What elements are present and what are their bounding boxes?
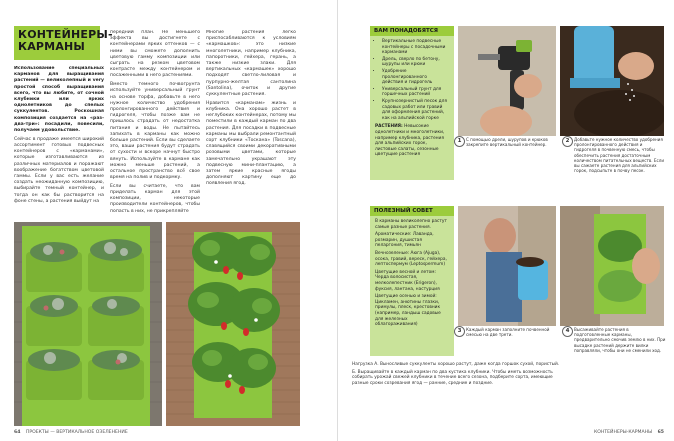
materials-list	[370, 36, 454, 161]
left-footer	[14, 430, 128, 435]
bottom-notes	[352, 362, 562, 386]
page-number-right: 65	[657, 430, 664, 435]
tip-aromatic: Ароматические: Лаванда, розмарин, душистая пеларгония, тимьян	[375, 232, 434, 249]
tip-evergreen: Вечнозеленые: Аюга (Ajuga), осока, гравий, вереск, гейхера, лептоспермум (Leptospermum)	[375, 250, 447, 268]
materials-item: • Крупнозернистый песок для садовых работ или гравий для оформления растений, как на альпийской горке	[382, 99, 449, 121]
note-a: Нагрузка А. Выносливые суккуленты хорошо растут, даже когда горшок сухой, пористый.	[352, 362, 560, 367]
page-title	[18, 28, 113, 53]
photo-step-2	[560, 26, 664, 136]
photo-step-1	[458, 26, 556, 136]
text-column-2	[110, 30, 200, 220]
text-column-3	[206, 30, 296, 220]
tip-panel	[370, 206, 454, 356]
body-paragraph: Нравится «карманам» жизнь и клубника. Она хорошо растет в неглубоких контейнерах, потому мы поместили в каждый карман по два растения. Для посадки в подвесные карманы мы выбрали ремонтантный сорт клубники «Тоскана» (Toscana), славящийся своими декоративными розовыми цветами, которые замечательно украшают эту подвесную мини-плантацию, а затем яркие красные ягоды дополняют картину еще до появления ягод.	[206, 100, 296, 187]
photo-step-4	[560, 206, 664, 326]
title-line-2: КАРМАНЫ	[18, 40, 86, 53]
materials-panel	[370, 26, 454, 180]
step-3-badge: 3	[454, 326, 465, 337]
step-2-caption: Добавьте нужное количество удобрения пролонгированного действия и гидрогеля в почвенную смесь, чтобы обеспечить растения достаточным количеством питательных веществ. Если вы сажаете растения для альпийских горок, подсыпьте в почву песок.	[574, 137, 665, 174]
photo-strawberry-pockets-art	[166, 222, 300, 426]
materials-item: • Вертикальные подвесные контейнеры с посадочными карманами	[382, 39, 449, 56]
step-1-caption: С помощью дрели, шурупов и крюков закрепите вертикальный контейнер.	[466, 137, 548, 148]
plants-label: РАСТЕНИЯ:	[375, 124, 403, 130]
plants-text: Невысокие однолетники и многолетники, например клубника, растения для альпийских горок, листовые салаты, сезонные цветущие растения	[375, 124, 445, 158]
tip-summer: Цветущие весной и летом: Черда волосистая, мелколепестник (Erigeron), фуксия, лантана, настурция	[375, 269, 440, 292]
page-number-left: 64	[14, 430, 21, 435]
step-1-badge: 1	[454, 136, 465, 147]
right-page	[337, 0, 674, 441]
footer-section-right: КОНТЕЙНЕРЫ-КАРМАНЫ	[594, 430, 653, 435]
right-footer	[594, 430, 664, 435]
footer-section-left: ПРОЕКТЫ — ВЕРТИКАЛЬНОЕ ОЗЕЛЕНЕНИЕ	[25, 430, 128, 435]
photo-step-2-art	[560, 26, 664, 136]
tip-body	[370, 216, 454, 331]
body-paragraph: Вместо темного почвогрунта используйте универсальный грунт на основе торфа, добавьте в него нужное количество удобрения пролонгированного действия и гидрогеля, чтобы позже вам не пришлось страдать от недостатка питания и воды. Не пытайтесь запихать в карманы как можно больше растений. Если вы сделаете это, ваши растения будут страдать от сухости и вскоре начнут быстро вянуть. Используйте в кармане как можно меньше растений, а остальное пространство всё свое время на полив и подкормку.	[110, 82, 200, 181]
body-paragraph: Если вы считаете, что вам приделать карман для этой композиции, некоторые производители контейнеров, чтобы попасть в них, не прикрепляйте	[110, 183, 200, 214]
body-paragraph: Многие растения легко приспосабливаются к условиям «кармашков»: это низкие многолетники, например клубника, папоротники, гейхера, герань, а также низкие злаки. Для вертикальных «кармашек» хорошо подходят светло-лиловая и пурпурно-желтая сантолина (Santolina), очиток и другие суккулентные растения.	[206, 30, 296, 98]
materials-item: • Универсальный грунт для горшечных растений	[382, 87, 449, 98]
photo-step-3-art	[458, 206, 556, 326]
step-3-caption: Каждый карман заполните почвенной смесью на две трети.	[466, 327, 550, 338]
tip-intro: В карманы великолепно растут самые разные растения.	[375, 219, 447, 230]
plants-note	[375, 124, 449, 158]
tip-title: ПОЛЕЗНЫЙ СОВЕТ	[370, 206, 454, 216]
title-line-1: КОНТЕЙНЕРЫ-	[18, 28, 113, 41]
photo-succulent-pockets	[14, 222, 162, 426]
body-paragraph: Сейчас в продаже имеется широкий ассортимент готовых подвесных контейнеров с «карманами», которые изготавливаются из различных материалов и поражают воображение богатством цветовой гаммы. Если у вас есть желание создать неожиданную композицию, выбирайте темный контейнер, и тогда он как бы растворится на фоне стены, а растения выйдут на	[14, 136, 104, 204]
photo-step-3	[458, 206, 556, 326]
step-4-badge: 4	[562, 326, 573, 337]
text-column-1	[14, 66, 104, 221]
step-2-badge: 2	[562, 136, 573, 147]
note-b: Б. Выращивайте в каждый карман по два кустика клубники. Чтобы иметь возможность собирать урожай свежей клубники в течение всего сезона, подберите сорта, имеющие разные сроки созревания ягод — ранние, средние и поздние.	[352, 369, 553, 386]
title-box	[14, 26, 113, 60]
photo-step-1-art	[458, 26, 556, 136]
intro-paragraph: Использование специальных карманов для выращивания растений — великолепный и very простой способ выращивания всего, что вы любите, от сочной клубники или ярких однолетников до спелых суккулентов. Роскошная композиция создается на «раз-два-три»: посадили, повесили, получаем удовольствие.	[14, 66, 104, 134]
photo-succulent-pockets-art	[14, 222, 162, 426]
photo-step-4-art	[560, 206, 664, 326]
materials-item: • Удобрение пролонгированного действия и гидрогель	[382, 69, 449, 86]
materials-title: ВАМ ПОНАДОБЯТСЯ	[370, 26, 454, 36]
step-4-caption: Высаживайте растения в подготовленные карманы, предварительно смочив землю в них. При высадке растений держите вилки поправляли, чтобы они не сменили ход.	[574, 327, 666, 353]
materials-item: • Дрель, сверло по бетону, шурупы или крюки	[382, 57, 449, 68]
photo-strawberry-pockets	[166, 222, 300, 426]
body-paragraph: передний план. Не меньшего эффекта вы достигнете с контейнерами ярких оттенков — с ними вы сможете дополнить цветовую гамму композиции или сыграть на резком цветовом контрасте между контейнером и посаженными в него растениями.	[110, 30, 200, 79]
tip-autumn: Цветущие осенью и зимой: Цикламен, анютины глазки, примулы, плеск, крестовник (например, ландыш садовые для железных облагораживания)	[375, 294, 441, 328]
